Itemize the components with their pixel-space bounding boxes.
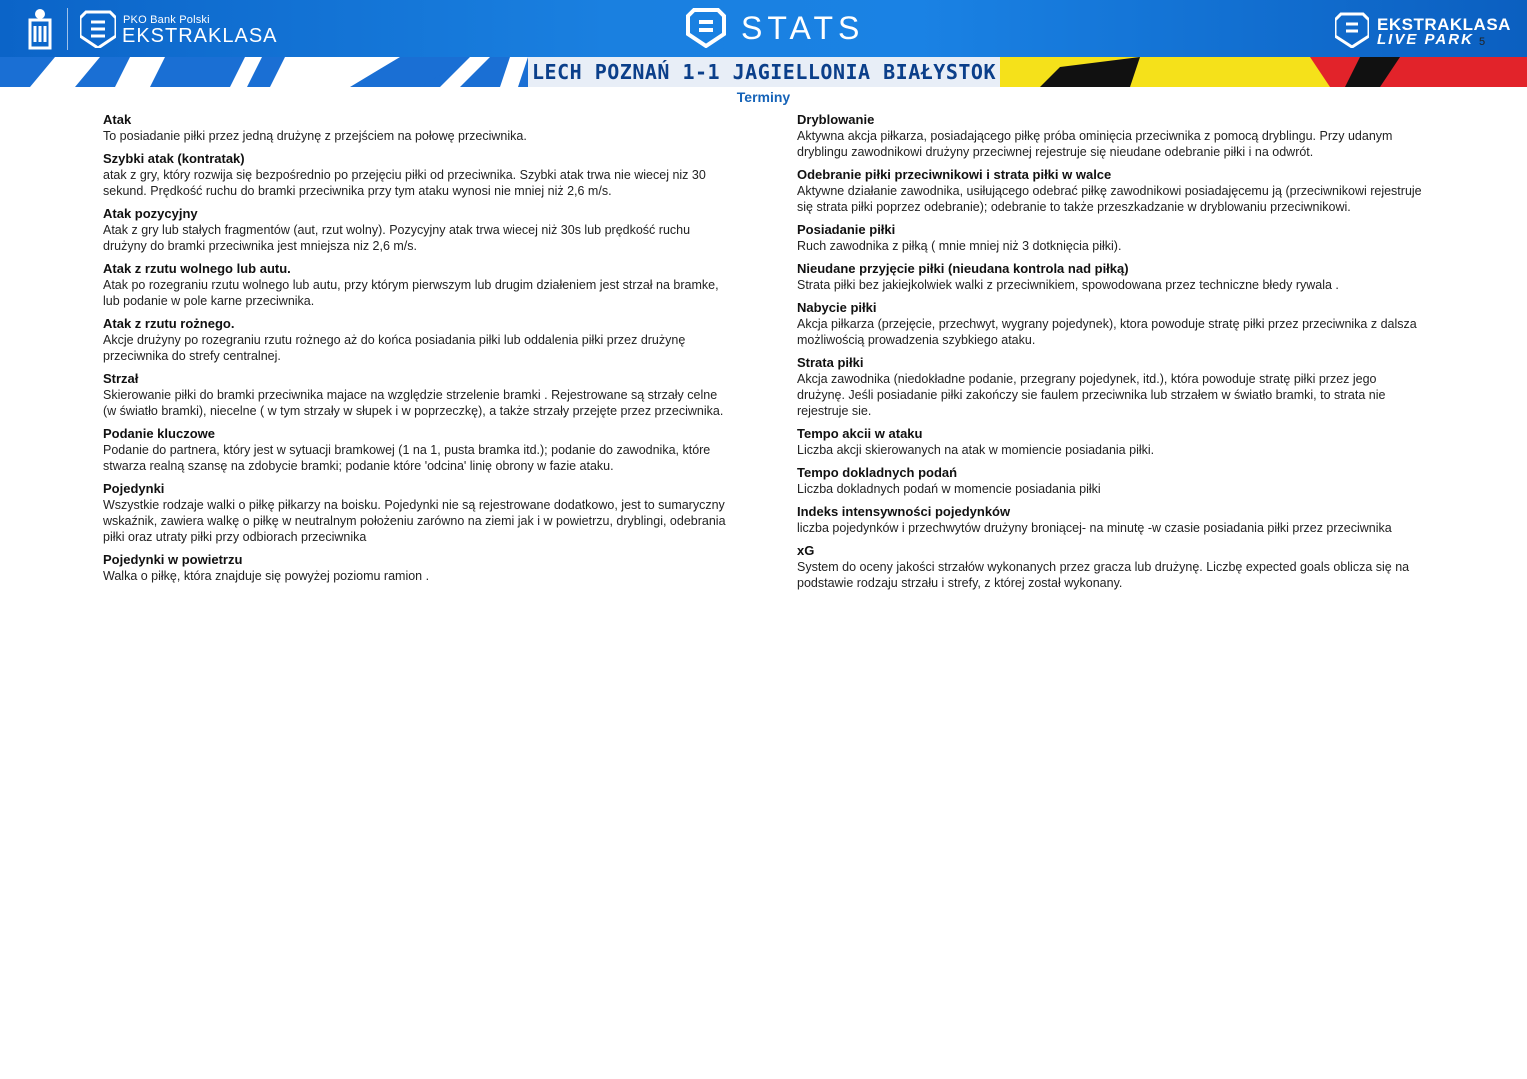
ekstraklasa-live-park-logo-icon (1335, 12, 1369, 48)
term-name: Nieudane przyjęcie piłki (nieudana kontrola nad piłką) (797, 261, 1129, 276)
term-definition: Akcje drużyny po rozegraniu rzutu rożnego aż do końca posiadania piłki lub oddalenia piłki przez drużynę przeciwnika do strefy centralnej. (103, 333, 686, 363)
league-label: EKSTRAKLASA (122, 25, 278, 47)
term-name: Indeks intensywności pojedynków (797, 504, 1011, 519)
term-definition: Strata piłki bez jakiejkolwiek walki z przeciwnikiem, spowodowana przez techniczne błedy rywala . (797, 278, 1339, 292)
live-park-brand-bottom: LIVE PARK (1377, 31, 1474, 48)
terms-column-right (797, 112, 1427, 598)
term-item (103, 481, 733, 545)
term-definition: Atak po rozegraniu rzutu wolnego lub autu, przy którym pierwszym lub drugim działeniem jest strzał na bramke, lub podanie w pole karne przeciwnika. (103, 278, 719, 308)
term-item (103, 552, 733, 584)
term-item (797, 543, 1427, 591)
term-definition: Aktywna akcja piłkarza, posiadającego piłkę próba ominięcia przeciwnika z pomocą dryblingu. Przy udanym dryblingu zawodnikowi drużyny przeciwnej rejestruje się nieudane odebranie piłki i na odwrót. (797, 129, 1393, 159)
term-item (797, 426, 1427, 458)
term-name: Szybki atak (kontratak) (103, 151, 245, 166)
term-definition: Skierowanie piłki do bramki przeciwnika majace na względzie strzelenie bramki . Rejestrowane są strzały celne (w światło bramki), niecelne ( w tym strzały w słupek i w poprzeczkę), a także strzały przejęte przez przeciwnika. (103, 388, 724, 418)
term-item (103, 206, 733, 254)
term-item (797, 167, 1427, 215)
top-header-bar (0, 0, 1527, 57)
term-name: Tempo dokladnych podań (797, 465, 958, 480)
term-item (103, 261, 733, 309)
term-definition: Podanie do partnera, który jest w sytuacji bramkowej (1 na 1, pusta bramka itd.); podanie do zawodnika, które stwarza realną szansę na zdobycie bramki; podanie które 'odcina' linię obrony w fazie ataku. (103, 443, 711, 473)
term-name: Dryblowanie (797, 112, 875, 127)
term-definition: Liczba dokladnych podań w momencie posiadania piłki (797, 482, 1101, 496)
term-definition: System do oceny jakości strzałów wykonanych przez gracza lub drużynę. Liczbę expected goals oblicza się na podstawie rodzaju strzału i strefy, z której został wykonany. (797, 560, 1410, 590)
term-definition: Atak z gry lub stałych fragmentów (aut, rzut wolny). Pozycyjny atak trwa wiecej niż 30s lub prędkość ruchu drużyny do bramki przeciwnika jest mniejsza niz 2,6 m/s. (103, 223, 691, 253)
term-name: Odebranie piłki przeciwnikowi i strata piłki w walce (797, 167, 1112, 182)
stats-label: STATS (741, 10, 865, 46)
term-definition: Akcja piłkarza (przejęcie, przechwyt, wygrany pojedynek), ktora powoduje stratę piłki przez przeciwnika z dalsza możliwością prowadzenia szybkiego ataku. (797, 317, 1417, 347)
pko-logo-icon (24, 6, 56, 50)
live-park-brand-top: EKSTRAKLASA (1377, 15, 1511, 34)
ekstraklasa-logo-icon (80, 10, 116, 48)
term-name: Atak z rzutu rożnego. (103, 316, 235, 331)
term-definition: liczba pojedynków i przechwytów drużyny broniącej- na minutę -w czasie posiadania piłki przez przeciwnika (797, 521, 1392, 535)
terms-column-left (103, 112, 733, 591)
section-title: Terminy (736, 89, 791, 105)
term-item (103, 151, 733, 199)
term-item (797, 300, 1427, 348)
term-name: xG (797, 543, 815, 558)
page-number: 5 (1479, 36, 1486, 48)
term-item (103, 112, 733, 144)
term-item (797, 465, 1427, 497)
term-name: Strata piłki (797, 355, 864, 370)
term-definition: Liczba akcji skierowanych na atak w momiencie posiadania piłki. (797, 443, 1155, 457)
match-title: LECH POZNAŃ 1-1 JAGIELLONIA BIAŁYSTOK (531, 60, 997, 84)
term-name: Strzał (103, 371, 139, 386)
term-definition: Wszystkie rodzaje walki o piłkę piłkarzy na boisku. Pojedynki nie są rejestrowane dodatkowo, jest to sumaryczny wskaźnik, zawiera walkę o piłkę w neutralnym położeniu zarówno na ziemi jak i w powietrzu, dryblingi, odebrania piłki oraz utraty piłki przy odbiorach przeciwnika (103, 498, 726, 544)
term-definition: To posiadanie piłki przez jedną drużynę z przejściem na połowę przeciwnika. (103, 129, 527, 143)
term-name: Podanie kluczowe (103, 426, 215, 441)
term-item (797, 504, 1427, 536)
bank-label: PKO Bank Polski (123, 14, 210, 26)
term-name: Pojedynki w powietrzu (103, 552, 243, 567)
term-item (797, 355, 1427, 419)
term-name: Atak pozycyjny (103, 206, 198, 221)
term-item (103, 316, 733, 364)
term-definition: Akcja zawodnika (niedokładne podanie, przegrany pojedynek, itd.), która powoduje stratę piłki przez jego drużynę. Jeśli posiadanie piłki zakończy sie faulem przeciwnika lub strzałem w światło bramki, to strata nie rejestruje sie. (797, 372, 1386, 418)
term-definition: Ruch zawodnika z piłką ( mnie mniej niż 3 dotknięcia piłki). (797, 239, 1122, 253)
term-definition: Aktywne działanie zawodnika, usiłującego odebrać piłkę zawodnikowi posiadajęcemu ją (przeciwnikowi rejestruje się strata piłki poprzez odebranie); odebranie to także przeszkadzanie w dryblowaniu przeciwnikowi. (797, 184, 1422, 214)
term-item (103, 426, 733, 474)
header-divider (67, 8, 68, 50)
term-item (103, 371, 733, 419)
term-item (797, 261, 1427, 293)
term-name: Tempo akcii w ataku (797, 426, 923, 441)
term-name: Pojedynki (103, 481, 165, 496)
term-item (797, 222, 1427, 254)
term-definition: Walka o piłkę, która znajduje się powyżej poziomu ramion . (103, 569, 430, 583)
term-item (797, 112, 1427, 160)
term-definition: atak z gry, który rozwija się bezpośrednio po przejęciu piłki od przeciwnika. Szybki atak trwa nie wiecej niz 30 sekund. Prędkość ruchu do bramki przeciwnika przy tym ataku wynosi nie mniej niż 2,6 m/s. (103, 168, 706, 198)
term-name: Nabycie piłki (797, 300, 877, 315)
stats-logo-icon (686, 8, 726, 48)
term-name: Atak z rzutu wolnego lub autu. (103, 261, 291, 276)
term-name: Posiadanie piłki (797, 222, 896, 237)
term-name: Atak (103, 112, 132, 127)
